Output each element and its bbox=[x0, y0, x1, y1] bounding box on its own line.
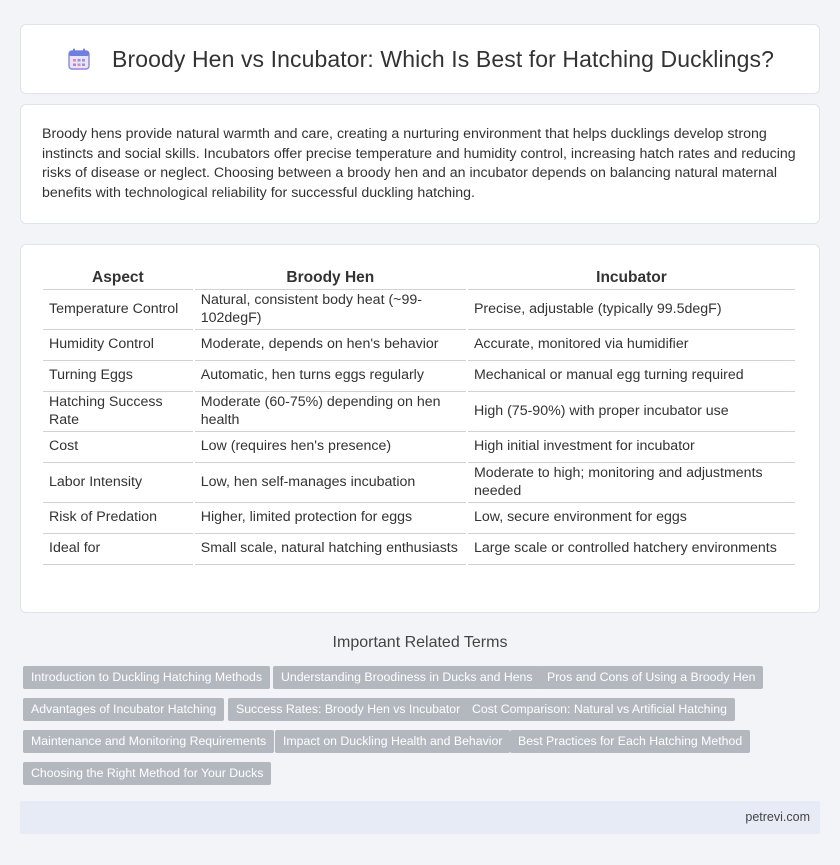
table-cell: Low, hen self-manages incubation bbox=[195, 463, 466, 503]
header-card bbox=[20, 24, 820, 94]
comparison-table bbox=[41, 265, 797, 565]
column-header-incubator: Incubator bbox=[468, 265, 795, 290]
table-row bbox=[43, 330, 795, 361]
table-cell: Natural, consistent body heat (~99-102degF) bbox=[195, 290, 466, 330]
related-term-tag[interactable]: Impact on Duckling Health and Behavior bbox=[275, 730, 510, 753]
page-title: Broody Hen vs Incubator: Which Is Best for Hatching Ducklings? bbox=[112, 45, 774, 72]
table-cell: Precise, adjustable (typically 99.5degF) bbox=[468, 290, 795, 330]
table-row bbox=[43, 290, 795, 330]
table-row bbox=[43, 463, 795, 503]
table-cell: High initial investment for incubator bbox=[468, 432, 795, 463]
related-term-tag[interactable]: Success Rates: Broody Hen vs Incubator bbox=[228, 698, 468, 721]
calendar-icon bbox=[66, 46, 92, 72]
table-cell: Accurate, monitored via humidifier bbox=[468, 330, 795, 361]
footer-site-link[interactable]: petrevi.com bbox=[745, 810, 810, 824]
comparison-table-card bbox=[20, 244, 820, 613]
table-cell: Large scale or controlled hatchery environments bbox=[468, 534, 795, 565]
table-row bbox=[43, 361, 795, 392]
column-header-broody-hen: Broody Hen bbox=[195, 265, 466, 290]
related-term-tag[interactable]: Cost Comparison: Natural vs Artificial Hatching bbox=[464, 698, 735, 721]
table-row bbox=[43, 432, 795, 463]
table-cell: Moderate (60-75%) depending on hen health bbox=[195, 392, 466, 432]
related-term-tag[interactable]: Maintenance and Monitoring Requirements bbox=[23, 730, 274, 753]
table-cell: Turning Eggs bbox=[43, 361, 193, 392]
table-cell: Higher, limited protection for eggs bbox=[195, 503, 466, 534]
related-term-tag[interactable]: Choosing the Right Method for Your Ducks bbox=[23, 762, 271, 785]
table-header-row bbox=[43, 265, 795, 290]
related-terms-title: Important Related Terms bbox=[332, 634, 508, 651]
related-term-tag[interactable]: Introduction to Duckling Hatching Methods bbox=[23, 666, 270, 689]
table-cell: Moderate to high; monitoring and adjustments needed bbox=[468, 463, 795, 503]
footer bbox=[20, 801, 820, 834]
related-term-tag[interactable]: Understanding Broodiness in Ducks and Hens bbox=[273, 666, 541, 689]
table-cell: Small scale, natural hatching enthusiasts bbox=[195, 534, 466, 565]
related-term-tag[interactable]: Best Practices for Each Hatching Method bbox=[510, 730, 750, 753]
table-cell: Cost bbox=[43, 432, 193, 463]
table-cell: Humidity Control bbox=[43, 330, 193, 361]
intro-card bbox=[20, 104, 820, 224]
table-cell: Moderate, depends on hen's behavior bbox=[195, 330, 466, 361]
table-row bbox=[43, 534, 795, 565]
related-term-tag[interactable]: Advantages of Incubator Hatching bbox=[23, 698, 224, 721]
table-cell: Temperature Control bbox=[43, 290, 193, 330]
table-cell: Ideal for bbox=[43, 534, 193, 565]
table-cell: Hatching Success Rate bbox=[43, 392, 193, 432]
table-row bbox=[43, 392, 795, 432]
table-cell: Automatic, hen turns eggs regularly bbox=[195, 361, 466, 392]
table-row bbox=[43, 503, 795, 534]
table-cell: Risk of Predation bbox=[43, 503, 193, 534]
table-cell: Low (requires hen's presence) bbox=[195, 432, 466, 463]
table-cell: Mechanical or manual egg turning required bbox=[468, 361, 795, 392]
table-cell: High (75-90%) with proper incubator use bbox=[468, 392, 795, 432]
related-term-tag[interactable]: Pros and Cons of Using a Broody Hen bbox=[539, 666, 763, 689]
intro-text: Broody hens provide natural warmth and care, creating a nurturing environment that helps ducklings develop strong instincts and social skills. Incubators offer precise temperature and humidity control, increasing hatch rates and reducing risks of disease or neglect. Choosing between a broody hen and an incubator depends on balancing natural maternal benefits with technological reliability for successful duckling hatching. bbox=[42, 126, 796, 201]
column-header-aspect: Aspect bbox=[43, 265, 193, 290]
table-cell: Labor Intensity bbox=[43, 463, 193, 503]
table-cell: Low, secure environment for eggs bbox=[468, 503, 795, 534]
